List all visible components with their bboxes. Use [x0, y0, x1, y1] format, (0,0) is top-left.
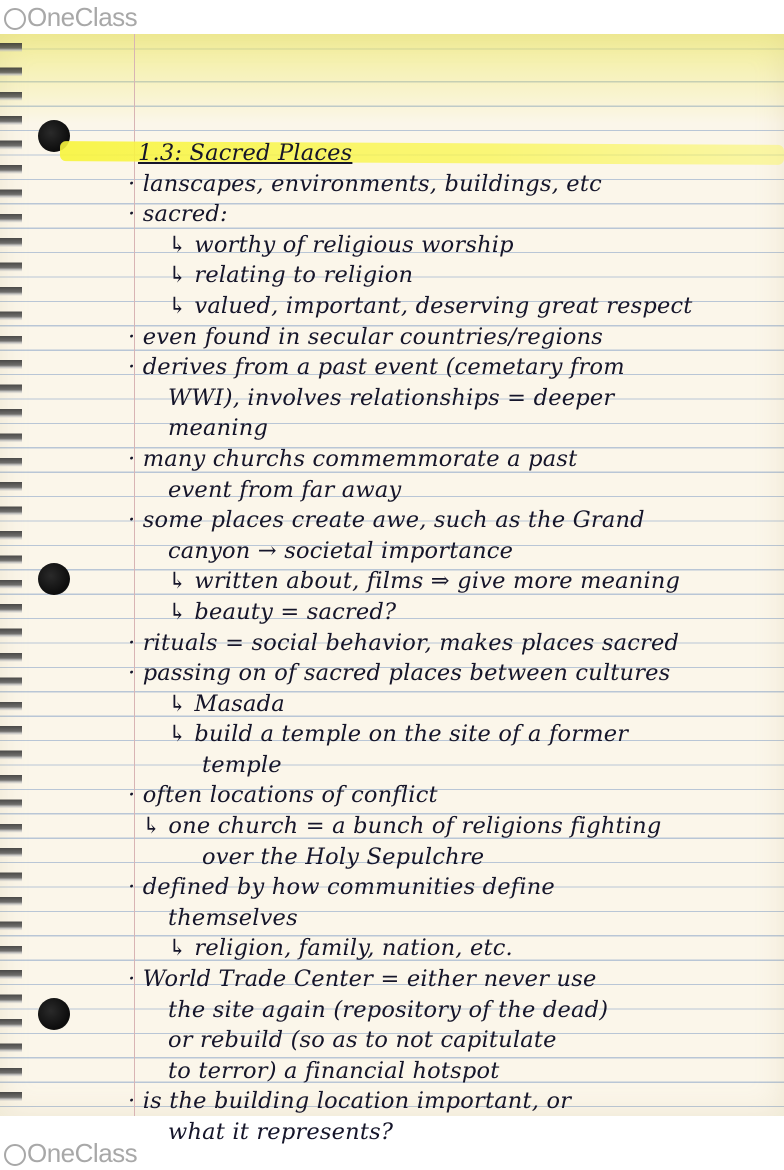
note-line: or rebuild (so as to not capitulate [168, 1027, 557, 1054]
note-line: event from far away [168, 476, 402, 503]
note-line: WWI), involves relationships = deeper [168, 384, 615, 411]
oneclass-logo-bottom [4, 1138, 137, 1169]
logo-text-top: OneClass [27, 2, 138, 32]
note-line: ↳ build a temple on the site of a former [168, 721, 629, 748]
note-line: ↳ relating to religion [168, 262, 414, 289]
note-line: what it represents? [168, 1119, 394, 1145]
note-line: ↳ one church = a bunch of religions fighting [142, 813, 662, 840]
logo-text-bottom: OneClass [27, 1138, 138, 1168]
note-line: · World Trade Center = either never use [128, 966, 597, 993]
note-line: · often locations of conflict [128, 782, 438, 809]
note-line: ↳ worthy of religious worship [168, 231, 514, 258]
note-line: ↳ valued, important, deserving great respect [168, 292, 693, 319]
note-line: · defined by how communities define [128, 874, 555, 901]
note-title: 1.3: Sacred Places [138, 140, 353, 166]
note-line: ↳ beauty = sacred? [168, 598, 397, 625]
logo-circle-icon [4, 1144, 26, 1166]
note-line: over the Holy Sepulchre [202, 843, 485, 870]
note-line: canyon → societal importance [168, 537, 514, 564]
punch-hole-icon [38, 998, 70, 1030]
note-line: themselves [168, 904, 298, 931]
note-line: · lanscapes, environments, buildings, etc [128, 170, 602, 197]
punch-hole-icon [38, 563, 70, 595]
oneclass-logo-top [4, 2, 137, 33]
spiral-binding [0, 34, 22, 1116]
note-line: to terror) a financial hotspot [168, 1057, 500, 1084]
note-line: · rituals = social behavior, makes places sacred [128, 629, 680, 656]
note-line: · sacred: [128, 201, 228, 228]
note-line: the site again (repository of the dead) [168, 996, 609, 1023]
note-line: · many churchs commemmorate a past [128, 445, 578, 472]
note-line: · passing on of sacred places between cultures [128, 660, 671, 687]
note-line: · derives from a past event (cemetary from [128, 354, 625, 381]
note-line: · even found in secular countries/regions [128, 323, 604, 350]
note-line: ↳ religion, family, nation, etc. [168, 935, 513, 962]
note-line: · some places create awe, such as the Grand [128, 507, 645, 534]
note-line: ↳ written about, films ⇒ give more meaning [168, 568, 681, 595]
handwritten-notes [128, 138, 778, 1148]
note-line: meaning [168, 415, 269, 442]
note-line: temple [202, 751, 282, 778]
note-line: ↳ Masada [168, 690, 285, 717]
note-line: · is the building location important, or [128, 1088, 572, 1115]
logo-circle-icon [4, 8, 26, 30]
